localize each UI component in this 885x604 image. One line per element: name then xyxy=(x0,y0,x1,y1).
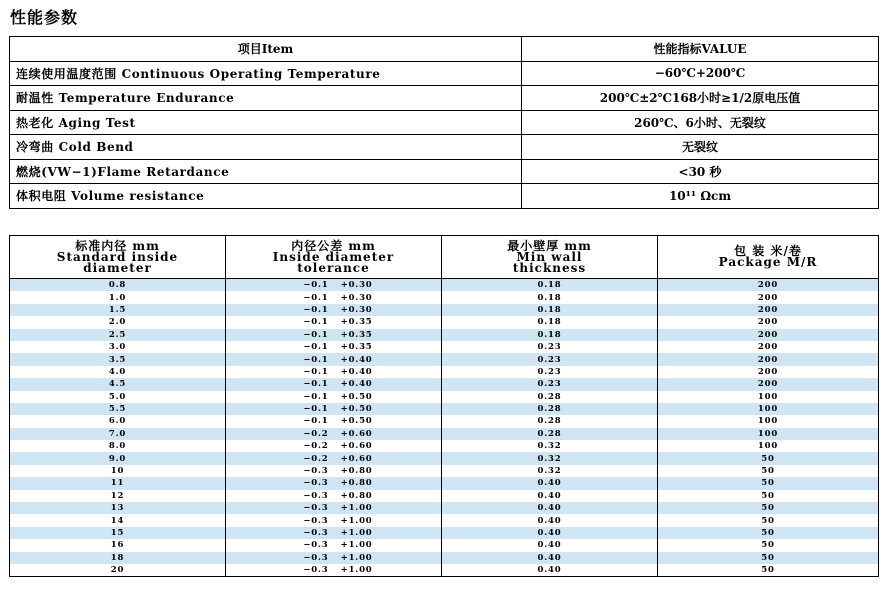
diameter-tolerance xyxy=(226,452,442,464)
table-row xyxy=(10,341,879,353)
min-wall-thickness: 0.40 xyxy=(442,527,658,539)
min-wall-thickness: 0.18 xyxy=(442,316,658,328)
wall-column-header: 最小壁厚 mm Min wall thickness xyxy=(442,236,658,279)
min-wall-thickness: 0.28 xyxy=(442,415,658,427)
inside-diameter: 7.0 xyxy=(10,428,226,440)
table-row xyxy=(10,452,879,464)
min-wall-thickness: 0.23 xyxy=(442,378,658,390)
package-length: 200 xyxy=(658,279,879,292)
diameter-tolerance xyxy=(226,564,442,577)
performance-value: <30 秒 xyxy=(522,159,879,184)
inside-diameter: 14 xyxy=(10,514,226,526)
value-column-header: 性能指标VALUE xyxy=(522,37,879,62)
package-length: 200 xyxy=(658,378,879,390)
tolerance-min: −0.1 xyxy=(303,280,329,291)
table-row xyxy=(10,353,879,365)
table-row xyxy=(10,415,879,427)
tolerance-max: +0.30 xyxy=(340,280,373,291)
tolerance-min: −0.3 xyxy=(303,540,329,551)
performance-value: 无裂纹 xyxy=(522,135,879,160)
performance-value: 200℃±2℃168小时≥1/2原电压值 xyxy=(522,86,879,111)
diameter-tolerance xyxy=(226,415,442,427)
inside-diameter: 2.0 xyxy=(10,316,226,328)
tolerance-min: −0.1 xyxy=(303,329,329,340)
diameter-tolerance xyxy=(226,514,442,526)
diameter-tolerance xyxy=(226,552,442,564)
diameter-tolerance xyxy=(226,465,442,477)
inside-diameter: 3.0 xyxy=(10,341,226,353)
tolerance-max: +0.50 xyxy=(340,416,373,427)
tolerance-max: +0.80 xyxy=(340,478,373,489)
package-length: 50 xyxy=(658,564,879,577)
tolerance-min: −0.3 xyxy=(303,466,329,477)
tolerance-column-header: 内径公差 mm Inside diameter tolerance xyxy=(226,236,442,279)
inside-diameter: 20 xyxy=(10,564,226,577)
tolerance-min: −0.3 xyxy=(303,478,329,489)
diameter-tolerance xyxy=(226,539,442,551)
tolerance-min: −0.1 xyxy=(303,342,329,353)
tolerance-max: +0.80 xyxy=(340,466,373,477)
page-title: 性能参数 xyxy=(10,8,79,27)
tolerance-max: +0.50 xyxy=(340,391,373,402)
inside-diameter: 10 xyxy=(10,465,226,477)
inside-diameter: 5.5 xyxy=(10,403,226,415)
tolerance-max: +1.00 xyxy=(340,515,373,526)
inside-diameter: 15 xyxy=(10,527,226,539)
inside-diameter: 13 xyxy=(10,502,226,514)
inside-diameter: 1.0 xyxy=(10,291,226,303)
min-wall-thickness: 0.23 xyxy=(442,353,658,365)
tolerance-min: −0.3 xyxy=(303,503,329,514)
tolerance-min: −0.1 xyxy=(303,379,329,390)
tolerance-max: +1.00 xyxy=(340,540,373,551)
package-length: 50 xyxy=(658,477,879,489)
performance-value: 260℃、6小时、无裂纹 xyxy=(522,110,879,135)
min-wall-thickness: 0.40 xyxy=(442,514,658,526)
diameter-tolerance xyxy=(226,378,442,390)
tolerance-min: −0.3 xyxy=(303,528,329,538)
package-length: 100 xyxy=(658,403,879,415)
inside-diameter: 5.0 xyxy=(10,391,226,403)
tolerance-min: −0.2 xyxy=(303,441,329,452)
table-row xyxy=(10,304,879,316)
table-row xyxy=(10,514,879,526)
min-wall-thickness: 0.40 xyxy=(442,490,658,502)
diameter-tolerance xyxy=(226,502,442,514)
tolerance-min: −0.1 xyxy=(303,416,329,427)
package-length: 50 xyxy=(658,490,879,502)
package-length: 50 xyxy=(658,465,879,477)
min-wall-thickness: 0.40 xyxy=(442,564,658,577)
tolerance-max: +0.40 xyxy=(340,366,373,377)
inside-diameter: 9.0 xyxy=(10,452,226,464)
min-wall-thickness: 0.40 xyxy=(442,539,658,551)
tolerance-max: +1.00 xyxy=(340,565,373,576)
package-length: 200 xyxy=(658,316,879,328)
inside-diameter: 4.5 xyxy=(10,378,226,390)
performance-item: 燃烧(VW−1)Flame Retardance xyxy=(10,159,522,184)
tolerance-max: +0.80 xyxy=(340,490,373,501)
tolerance-max: +0.30 xyxy=(340,304,373,315)
min-wall-thickness: 0.28 xyxy=(442,391,658,403)
table-row xyxy=(10,539,879,551)
min-wall-thickness: 0.28 xyxy=(442,428,658,440)
tolerance-max: +0.35 xyxy=(340,317,373,328)
tolerance-max: +1.00 xyxy=(340,552,373,563)
inside-diameter: 11 xyxy=(10,477,226,489)
diameter-tolerance xyxy=(226,316,442,328)
performance-row xyxy=(10,110,879,135)
min-wall-thickness: 0.32 xyxy=(442,440,658,452)
performance-value: 10¹¹ Ωcm xyxy=(522,184,879,209)
performance-row xyxy=(10,184,879,209)
size-table xyxy=(9,235,879,577)
diameter-tolerance xyxy=(226,353,442,365)
tolerance-min: −0.3 xyxy=(303,565,329,576)
table-row xyxy=(10,329,879,341)
inside-diameter: 0.8 xyxy=(10,279,226,292)
tolerance-max: +0.40 xyxy=(340,354,373,365)
tolerance-min: −0.1 xyxy=(303,317,329,328)
performance-item: 耐温性 Temperature Endurance xyxy=(10,86,522,111)
table-row xyxy=(10,366,879,378)
min-wall-thickness: 0.18 xyxy=(442,304,658,316)
package-length: 200 xyxy=(658,291,879,303)
tolerance-max: +1.00 xyxy=(340,528,373,538)
min-wall-thickness: 0.18 xyxy=(442,279,658,292)
package-length: 50 xyxy=(658,539,879,551)
tolerance-max: +0.40 xyxy=(340,379,373,390)
table-row xyxy=(10,564,879,577)
tolerance-min: −0.1 xyxy=(303,404,329,415)
diameter-tolerance xyxy=(226,304,442,316)
inside-diameter: 12 xyxy=(10,490,226,502)
inside-diameter: 6.0 xyxy=(10,415,226,427)
table-row xyxy=(10,428,879,440)
package-length: 200 xyxy=(658,341,879,353)
diameter-tolerance xyxy=(226,403,442,415)
tolerance-max: +0.35 xyxy=(340,342,373,353)
diameter-tolerance xyxy=(226,428,442,440)
performance-item: 热老化 Aging Test xyxy=(10,110,522,135)
package-length: 100 xyxy=(658,391,879,403)
diameter-tolerance xyxy=(226,391,442,403)
min-wall-thickness: 0.40 xyxy=(442,552,658,564)
tolerance-max: +1.00 xyxy=(340,503,373,514)
performance-row xyxy=(10,86,879,111)
package-length: 100 xyxy=(658,428,879,440)
package-length: 50 xyxy=(658,452,879,464)
diameter-tolerance xyxy=(226,477,442,489)
tolerance-min: −0.1 xyxy=(303,292,329,303)
diameter-tolerance xyxy=(226,329,442,341)
table-row xyxy=(10,527,879,539)
table-row xyxy=(10,279,879,292)
performance-row xyxy=(10,135,879,160)
min-wall-thickness: 0.28 xyxy=(442,403,658,415)
inside-diameter: 16 xyxy=(10,539,226,551)
min-wall-thickness: 0.18 xyxy=(442,329,658,341)
tolerance-min: −0.2 xyxy=(303,428,329,439)
inside-diameter: 4.0 xyxy=(10,366,226,378)
package-length: 100 xyxy=(658,415,879,427)
performance-value: −60℃+200℃ xyxy=(522,61,879,86)
diameter-tolerance xyxy=(226,341,442,353)
diameter-tolerance xyxy=(226,279,442,292)
min-wall-thickness: 0.32 xyxy=(442,452,658,464)
tolerance-max: +0.60 xyxy=(340,428,373,439)
package-length: 50 xyxy=(658,552,879,564)
inside-diameter: 2.5 xyxy=(10,329,226,341)
package-length: 200 xyxy=(658,353,879,365)
table-row xyxy=(10,378,879,390)
performance-item: 冷弯曲 Cold Bend xyxy=(10,135,522,160)
min-wall-thickness: 0.18 xyxy=(442,291,658,303)
min-wall-thickness: 0.40 xyxy=(442,477,658,489)
tolerance-min: −0.3 xyxy=(303,552,329,563)
inside-diameter: 3.5 xyxy=(10,353,226,365)
tolerance-max: +0.60 xyxy=(340,441,373,452)
table-row xyxy=(10,552,879,564)
table-row xyxy=(10,440,879,452)
table-row xyxy=(10,490,879,502)
performance-row xyxy=(10,159,879,184)
table-row xyxy=(10,291,879,303)
item-column-header: 项目Item xyxy=(10,37,522,62)
inside-diameter: 18 xyxy=(10,552,226,564)
tolerance-max: +0.50 xyxy=(340,404,373,415)
performance-header-row xyxy=(10,37,879,62)
tolerance-min: −0.2 xyxy=(303,453,329,464)
table-row xyxy=(10,391,879,403)
tolerance-min: −0.3 xyxy=(303,515,329,526)
size-header-row xyxy=(10,236,879,279)
diameter-tolerance xyxy=(226,440,442,452)
tolerance-min: −0.3 xyxy=(303,490,329,501)
min-wall-thickness: 0.23 xyxy=(442,341,658,353)
table-row xyxy=(10,502,879,514)
performance-table xyxy=(9,36,879,209)
tolerance-min: −0.1 xyxy=(303,391,329,402)
performance-item: 连续使用温度范围 Continuous Operating Temperature xyxy=(10,61,522,86)
tolerance-min: −0.1 xyxy=(303,354,329,365)
diameter-tolerance xyxy=(226,527,442,539)
performance-row xyxy=(10,61,879,86)
table-row xyxy=(10,316,879,328)
tolerance-max: +0.60 xyxy=(340,453,373,464)
tolerance-max: +0.35 xyxy=(340,329,373,340)
tolerance-max: +0.30 xyxy=(340,292,373,303)
tolerance-min: −0.1 xyxy=(303,304,329,315)
inside-diameter: 1.5 xyxy=(10,304,226,316)
performance-item: 体积电阻 Volume resistance xyxy=(10,184,522,209)
diameter-tolerance xyxy=(226,490,442,502)
package-length: 200 xyxy=(658,366,879,378)
package-length: 50 xyxy=(658,502,879,514)
table-row xyxy=(10,477,879,489)
diameter-tolerance xyxy=(226,291,442,303)
diameter-tolerance xyxy=(226,366,442,378)
package-length: 50 xyxy=(658,514,879,526)
tolerance-min: −0.1 xyxy=(303,366,329,377)
table-row xyxy=(10,465,879,477)
package-length: 200 xyxy=(658,329,879,341)
diameter-column-header: 标准内径 mm Standard inside diameter xyxy=(10,236,226,279)
min-wall-thickness: 0.23 xyxy=(442,366,658,378)
table-row xyxy=(10,403,879,415)
package-length: 200 xyxy=(658,304,879,316)
min-wall-thickness: 0.32 xyxy=(442,465,658,477)
package-length: 50 xyxy=(658,527,879,539)
package-length: 100 xyxy=(658,440,879,452)
package-column-header: 包 装 米/卷 Package M/R xyxy=(658,236,879,279)
inside-diameter: 8.0 xyxy=(10,440,226,452)
min-wall-thickness: 0.40 xyxy=(442,502,658,514)
